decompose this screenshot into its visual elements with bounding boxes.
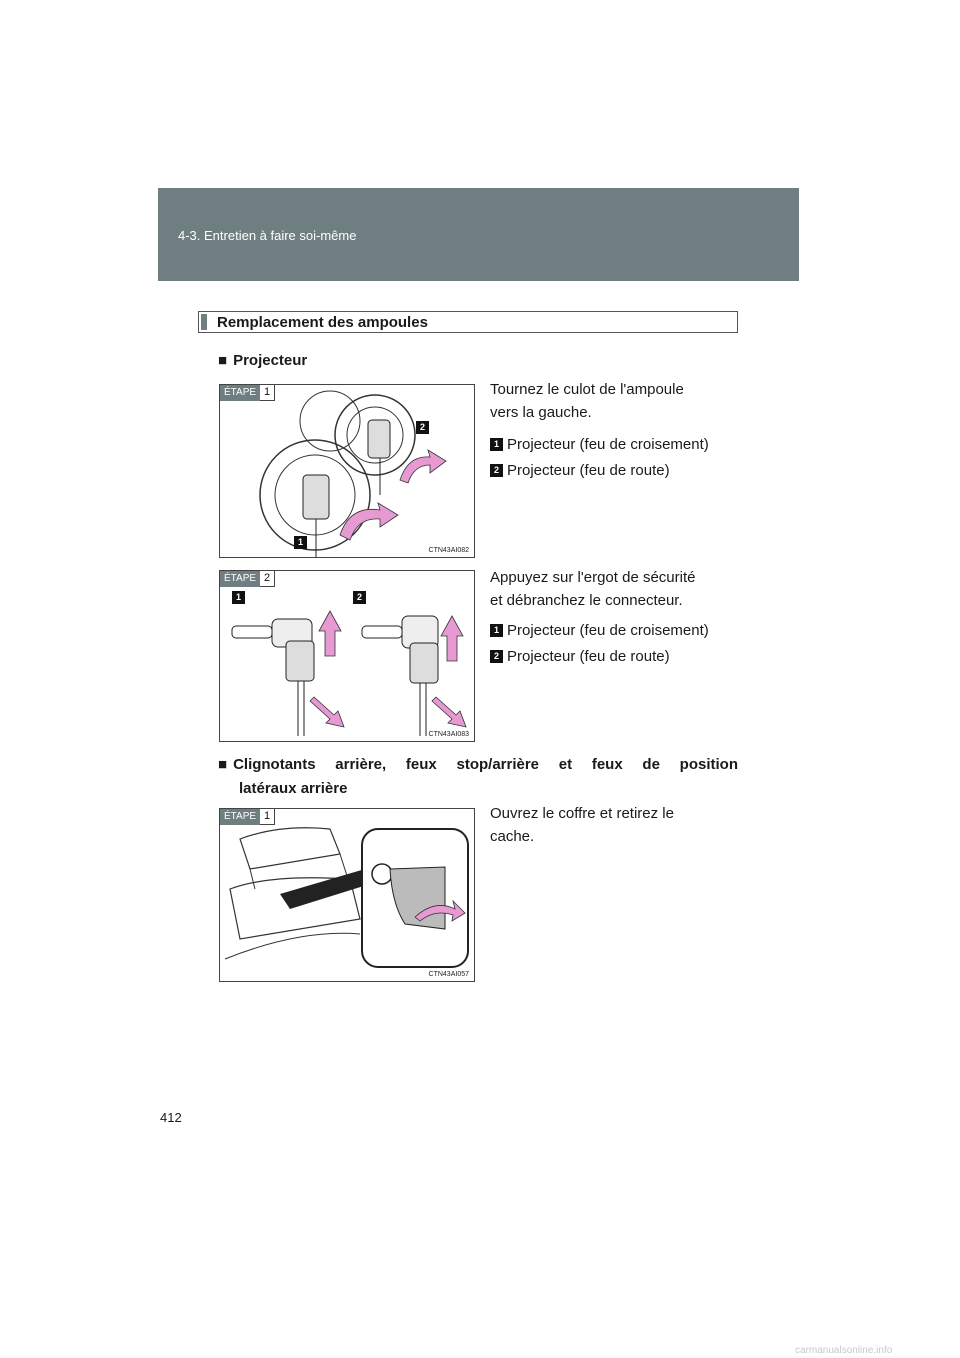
figure-code: CTN43AI082	[428, 547, 469, 554]
bulb-connector-illustration	[220, 571, 476, 743]
callout-2-icon: 2	[490, 464, 503, 477]
pink-arrow-icon	[441, 616, 463, 661]
etape-tag: ÉTAPE 1	[220, 809, 275, 825]
bullet-square-icon: ■	[218, 352, 228, 369]
callout-2-icon: 2	[353, 591, 366, 604]
legend-item: 2 Projecteur (feu de route)	[490, 462, 670, 479]
legend-item: 2 Projecteur (feu de route)	[490, 648, 670, 665]
callout-1-icon: 1	[490, 438, 503, 451]
callout-1-icon: 1	[294, 536, 307, 549]
pink-arrow-icon	[400, 450, 446, 483]
headlight-illustration	[220, 385, 476, 559]
subsection-title: Projecteur	[233, 352, 308, 369]
chapter-title: 4-3. Entretien à faire soi-même	[178, 228, 357, 243]
step-instruction: Appuyez sur l'ergot de sécurité et débranchez le connecteur.	[490, 569, 696, 609]
figure-code: CTN43AI083	[428, 731, 469, 738]
pink-arrow-icon	[319, 611, 341, 656]
section-heading-box	[198, 311, 738, 333]
section-bar-icon	[201, 314, 207, 330]
figure-step1-headlight	[219, 384, 475, 558]
chapter-header	[158, 188, 799, 281]
subsection-heading	[218, 753, 738, 801]
callout-2-icon: 2	[490, 650, 503, 663]
step-instruction: Tournez le culot de l'ampoule vers la gauche.	[490, 381, 684, 421]
etape-tag: ÉTAPE 1	[220, 385, 275, 401]
step-instruction: Ouvrez le coffre et retirez le cache.	[490, 805, 674, 845]
etape-tag: ÉTAPE 2	[220, 571, 275, 587]
figure-step2-connector	[219, 570, 475, 742]
legend-item: 1 Projecteur (feu de croisement)	[490, 436, 709, 453]
page-number: 412	[160, 1110, 182, 1125]
bullet-square-icon: ■	[218, 756, 228, 773]
subsection-heading	[218, 352, 307, 369]
pink-arrow-icon	[432, 697, 466, 727]
pink-arrow-icon	[310, 697, 344, 727]
subsection-title: Clignotants arrière, feux stop/arrière et feux de position	[233, 756, 738, 773]
subsection-title-line2: latéraux arrière	[239, 780, 348, 797]
callout-2-icon: 2	[416, 421, 429, 434]
legend-item: 1 Projecteur (feu de croisement)	[490, 622, 709, 639]
watermark: carmanualsonline.info	[795, 1345, 893, 1356]
figure-code: CTN43AI057	[428, 971, 469, 978]
trunk-illustration	[220, 809, 476, 983]
section-title: Remplacement des ampoules	[217, 314, 428, 331]
callout-1-icon: 1	[490, 624, 503, 637]
callout-1-icon: 1	[232, 591, 245, 604]
figure-step1-trunk	[219, 808, 475, 982]
